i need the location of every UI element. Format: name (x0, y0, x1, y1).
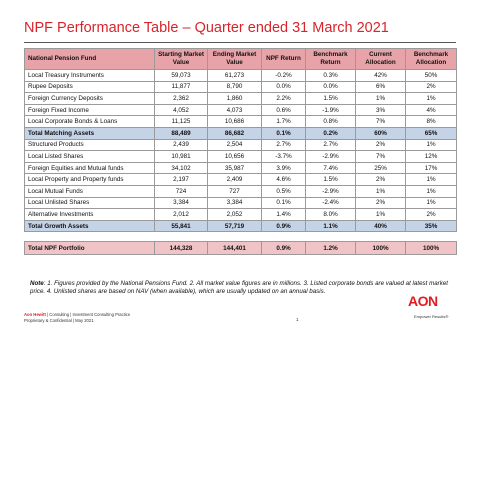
row-label: Local Treasury Instruments (25, 70, 155, 82)
table-row (25, 93, 457, 105)
cell-value: 1% (406, 197, 457, 209)
cell-value: 1.5% (306, 93, 356, 105)
table-row (25, 81, 457, 93)
cell-value: -0.2% (262, 70, 306, 82)
cell-value: 2,504 (208, 139, 262, 151)
cell-value: 35% (406, 220, 457, 232)
cell-value: 60% (356, 127, 406, 139)
cell-value: 1.4% (262, 209, 306, 221)
column-header: Benchmark Allocation (406, 49, 457, 70)
cell-value: 7.4% (306, 162, 356, 174)
aon-logo (408, 293, 456, 323)
cell-value: 2% (356, 197, 406, 209)
cell-value: 0.0% (306, 81, 356, 93)
cell-value: 7% (356, 151, 406, 163)
cell-value: 1.2% (306, 242, 356, 255)
cell-value: 55,841 (155, 220, 208, 232)
total-matching-row (25, 127, 457, 139)
row-label: Local Listed Shares (25, 151, 155, 163)
page-title: NPF Performance Table – Quarter ended 31 March 2021 (24, 20, 389, 36)
cell-value: 1.7% (262, 116, 306, 128)
row-label: Local Unlisted Shares (25, 197, 155, 209)
page-number: 1 (296, 317, 299, 322)
cell-value: 65% (406, 127, 457, 139)
cell-value: 0.6% (262, 104, 306, 116)
cell-value: 1% (406, 174, 457, 186)
cell-value: 59,073 (155, 70, 208, 82)
cell-value: 1% (356, 185, 406, 197)
cell-value: 50% (406, 70, 457, 82)
table-row (25, 197, 457, 209)
cell-value: 727 (208, 185, 262, 197)
cell-value: 8% (406, 116, 457, 128)
row-label: Total NPF Portfolio (25, 242, 155, 255)
cell-value: -3.7% (262, 151, 306, 163)
cell-value: 3.9% (262, 162, 306, 174)
table-row (25, 151, 457, 163)
table-row (25, 162, 457, 174)
cell-value: 6% (356, 81, 406, 93)
row-label: Structured Products (25, 139, 155, 151)
table-row (25, 209, 457, 221)
cell-value: 1.5% (306, 174, 356, 186)
row-label: Local Corporate Bonds & Loans (25, 116, 155, 128)
cell-value: 2,409 (208, 174, 262, 186)
cell-value: 8.0% (306, 209, 356, 221)
cell-value: 3% (356, 104, 406, 116)
column-header: National Pension Fund (25, 49, 155, 70)
cell-value: 0.1% (262, 127, 306, 139)
cell-value: 2,439 (155, 139, 208, 151)
cell-value: 61,273 (208, 70, 262, 82)
total-portfolio-row (25, 242, 457, 255)
cell-value: 8,790 (208, 81, 262, 93)
cell-value: 2,012 (155, 209, 208, 221)
cell-value: 57,719 (208, 220, 262, 232)
cell-value: 25% (356, 162, 406, 174)
table-row (25, 185, 457, 197)
cell-value: 17% (406, 162, 457, 174)
page-footer (24, 312, 130, 323)
cell-value: 144,401 (208, 242, 262, 255)
cell-value: 4.6% (262, 174, 306, 186)
cell-value: 1.1% (306, 220, 356, 232)
cell-value: 2% (406, 81, 457, 93)
cell-value: 1% (406, 93, 457, 105)
table-row (25, 139, 457, 151)
cell-value: 4,073 (208, 104, 262, 116)
table-row (25, 104, 457, 116)
cell-value: -2.9% (306, 185, 356, 197)
cell-value: 724 (155, 185, 208, 197)
cell-value: 2% (356, 174, 406, 186)
cell-value: 7% (356, 116, 406, 128)
cell-value: 40% (356, 220, 406, 232)
row-label: Foreign Equities and Mutual funds (25, 162, 155, 174)
cell-value: 1,860 (208, 93, 262, 105)
cell-value: 12% (406, 151, 457, 163)
cell-value: -2.9% (306, 151, 356, 163)
cell-value: 34,102 (155, 162, 208, 174)
row-label: Local Property and Property funds (25, 174, 155, 186)
row-label: Local Mutual Funds (25, 185, 155, 197)
cell-value: 2,197 (155, 174, 208, 186)
cell-value: 4% (406, 104, 457, 116)
cell-value: -2.4% (306, 197, 356, 209)
performance-table (24, 48, 457, 255)
footnote-text: : 1. Figures provided by the National Pensions Fund. 2. All market value figures are in millions. 3. Listed corporate bonds are valued at latest market price. 4. Unlisted shares are based on NAV (when available), which are usually updated on an annual basis. (30, 280, 448, 295)
row-label: Total Growth Assets (25, 220, 155, 232)
title-divider (24, 42, 456, 43)
footer-brand: Aon Hewitt (24, 312, 46, 317)
cell-value: 11,877 (155, 81, 208, 93)
table-row (25, 116, 457, 128)
column-header: Starting Market Value (155, 49, 208, 70)
cell-value: 2.2% (262, 93, 306, 105)
column-header: Current Allocation (356, 49, 406, 70)
cell-value: 2% (406, 209, 457, 221)
table-header-row (25, 49, 457, 70)
row-label: Foreign Fixed Income (25, 104, 155, 116)
cell-value: 2.7% (262, 139, 306, 151)
cell-value: 2.7% (306, 139, 356, 151)
cell-value: 1% (406, 139, 457, 151)
column-header: Ending Market Value (208, 49, 262, 70)
footnote (30, 280, 454, 295)
cell-value: 2,362 (155, 93, 208, 105)
cell-value: 0.3% (306, 70, 356, 82)
cell-value: 11,125 (155, 116, 208, 128)
column-header: Benchmark Return (306, 49, 356, 70)
footer-confidential: Proprietary & Confidential | May 2021 (24, 317, 94, 323)
footer-practice: | Consulting | Investment Consulting Practice (45, 312, 131, 317)
cell-value: 0.5% (262, 185, 306, 197)
cell-value: 100% (406, 242, 457, 255)
cell-value: 42% (356, 70, 406, 82)
table-row (25, 70, 457, 82)
cell-value: 0.1% (262, 197, 306, 209)
cell-value: 100% (356, 242, 406, 255)
cell-value: 4,052 (155, 104, 208, 116)
table-row (25, 174, 457, 186)
cell-value: 3,384 (208, 197, 262, 209)
cell-value: 0.0% (262, 81, 306, 93)
footnote-label: Note (30, 280, 44, 287)
total-growth-row (25, 220, 457, 232)
cell-value: 35,987 (208, 162, 262, 174)
cell-value: 10,981 (155, 151, 208, 163)
cell-value: 10,656 (208, 151, 262, 163)
cell-value: 10,686 (208, 116, 262, 128)
column-header: NPF Return (262, 49, 306, 70)
row-label: Total Matching Assets (25, 127, 155, 139)
cell-value: 144,328 (155, 242, 208, 255)
row-label: Alternative Investments (25, 209, 155, 221)
cell-value: 2,052 (208, 209, 262, 221)
spacer-row (25, 232, 457, 242)
row-label: Foreign Currency Deposits (25, 93, 155, 105)
cell-value: 0.9% (262, 220, 306, 232)
cell-value: 1% (356, 93, 406, 105)
cell-value: 0.8% (306, 116, 356, 128)
cell-value: 0.2% (306, 127, 356, 139)
cell-value: 86,682 (208, 127, 262, 139)
logo-tagline: Empower Results® (414, 314, 449, 319)
cell-value: -1.9% (306, 104, 356, 116)
row-label: Rupee Deposits (25, 81, 155, 93)
cell-value: 1% (406, 185, 457, 197)
cell-value: 0.9% (262, 242, 306, 255)
cell-value: 2% (356, 139, 406, 151)
logo-wordmark: AON (408, 293, 438, 309)
cell-value: 88,489 (155, 127, 208, 139)
cell-value: 3,384 (155, 197, 208, 209)
cell-value: 1% (356, 209, 406, 221)
